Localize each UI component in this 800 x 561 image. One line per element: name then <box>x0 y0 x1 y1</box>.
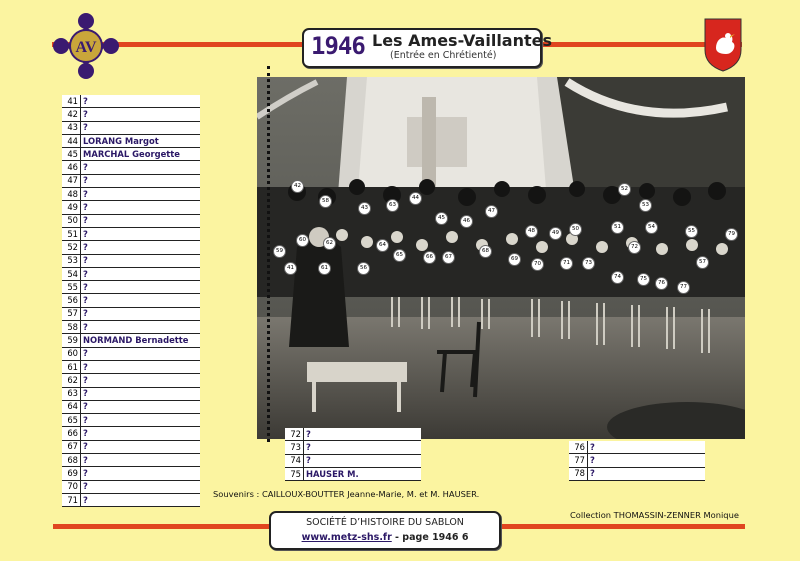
person-number: 45 <box>62 148 81 161</box>
page-number: - page 1946 6 <box>391 532 469 543</box>
person-marker: 52 <box>618 183 631 196</box>
table-row <box>62 387 200 400</box>
table-row <box>62 294 200 307</box>
page-subtitle: (Entrée en Chrétienté) <box>390 50 497 61</box>
person-number: 44 <box>62 134 81 147</box>
person-number: 51 <box>62 227 81 240</box>
table-row <box>62 188 200 201</box>
title-year: 1946 <box>311 32 365 60</box>
table-row <box>62 440 200 453</box>
person-name: MARCHAL Georgette <box>81 148 201 161</box>
person-marker: 72 <box>628 241 641 254</box>
table-row <box>62 95 200 108</box>
person-name: ? <box>81 95 201 108</box>
person-marker: 47 <box>485 205 498 218</box>
person-number: 54 <box>62 267 81 280</box>
bottom-bar-left <box>53 524 269 529</box>
person-number: 48 <box>62 188 81 201</box>
table-row <box>62 454 200 467</box>
person-marker: 62 <box>323 237 336 250</box>
person-name: ? <box>81 188 201 201</box>
person-name: ? <box>81 387 201 400</box>
person-number: 41 <box>62 95 81 108</box>
person-number: 46 <box>62 161 81 174</box>
table-row <box>62 214 200 227</box>
person-marker: 71 <box>560 257 573 270</box>
person-name: HAUSER M. <box>304 467 422 480</box>
person-marker: 54 <box>645 221 658 234</box>
person-name: ? <box>81 254 201 267</box>
person-name: ? <box>81 360 201 373</box>
table-row <box>62 254 200 267</box>
table-row <box>62 374 200 387</box>
person-name: ? <box>81 454 201 467</box>
person-marker: 43 <box>358 202 371 215</box>
person-number: 76 <box>569 441 588 454</box>
person-marker: 61 <box>318 262 331 275</box>
table-row <box>62 148 200 161</box>
table-row <box>62 400 200 413</box>
person-marker: 66 <box>423 251 436 264</box>
person-number: 74 <box>285 454 304 467</box>
person-name: ? <box>81 121 201 134</box>
person-marker: 60 <box>296 234 309 247</box>
person-number: 57 <box>62 307 81 320</box>
table-row <box>569 441 705 454</box>
person-name: ? <box>81 267 201 280</box>
person-number: 61 <box>62 360 81 373</box>
person-name: ? <box>81 241 201 254</box>
title-box <box>302 28 553 68</box>
names-table-middle <box>285 428 421 481</box>
person-name: ? <box>81 347 201 360</box>
person-marker: 48 <box>525 225 538 238</box>
table-row <box>62 480 200 493</box>
person-number: 67 <box>62 440 81 453</box>
person-number: 47 <box>62 174 81 187</box>
person-number: 50 <box>62 214 81 227</box>
person-marker: 79 <box>725 228 738 241</box>
photo-scene <box>257 77 745 439</box>
person-marker: 70 <box>531 258 544 271</box>
table-row <box>62 161 200 174</box>
person-name: ? <box>304 454 422 467</box>
footer-box <box>269 511 501 550</box>
person-number: 72 <box>285 428 304 441</box>
person-marker: 46 <box>460 215 473 228</box>
person-number: 75 <box>285 467 304 480</box>
person-marker: 57 <box>696 256 709 269</box>
person-marker: 77 <box>677 281 690 294</box>
souvenirs-credit: Souvenirs : CAILLOUX-BOUTTER Jeanne-Marie, M. et M. HAUSER. <box>213 489 480 499</box>
person-name: ? <box>304 428 422 441</box>
person-marker: 53 <box>639 199 652 212</box>
table-row <box>285 454 421 467</box>
person-marker: 49 <box>549 227 562 240</box>
bottom-bar-right <box>497 524 745 529</box>
table-row <box>62 281 200 294</box>
person-name: ? <box>81 440 201 453</box>
table-row <box>62 201 200 214</box>
person-number: 60 <box>62 347 81 360</box>
person-marker: 65 <box>393 249 406 262</box>
person-number: 77 <box>569 454 588 467</box>
person-name: ? <box>81 321 201 334</box>
person-marker: 58 <box>319 195 332 208</box>
table-row <box>62 334 200 347</box>
table-row <box>62 307 200 320</box>
person-name: ? <box>81 480 201 493</box>
person-marker: 76 <box>655 277 668 290</box>
person-name: ? <box>81 201 201 214</box>
table-row <box>62 427 200 440</box>
person-marker: 55 <box>685 225 698 238</box>
table-row <box>62 241 200 254</box>
person-marker: 56 <box>357 262 370 275</box>
person-name: ? <box>588 454 706 467</box>
person-number: 58 <box>62 321 81 334</box>
person-number: 43 <box>62 121 81 134</box>
person-name: ? <box>81 400 201 413</box>
ames-vaillantes-logo-icon <box>52 12 120 80</box>
person-name: ? <box>81 467 201 480</box>
table-row <box>569 467 705 480</box>
person-name: ? <box>304 441 422 454</box>
table-row <box>285 441 421 454</box>
person-marker: 63 <box>386 199 399 212</box>
person-name: ? <box>588 441 706 454</box>
table-row <box>62 134 200 147</box>
person-marker: 41 <box>284 262 297 275</box>
person-name: ? <box>81 174 201 187</box>
person-marker: 68 <box>479 245 492 258</box>
person-name: LORANG Margot <box>81 134 201 147</box>
table-row <box>62 347 200 360</box>
logo-text: AV <box>75 39 97 56</box>
table-row <box>62 267 200 280</box>
person-name: ? <box>81 414 201 427</box>
footer-link-line <box>271 532 499 543</box>
table-row <box>62 360 200 373</box>
person-number: 70 <box>62 480 81 493</box>
group-photo <box>257 77 745 439</box>
table-row <box>62 321 200 334</box>
person-marker: 67 <box>442 251 455 264</box>
person-number: 71 <box>62 493 81 506</box>
person-number: 78 <box>569 467 588 480</box>
person-name: ? <box>81 281 201 294</box>
table-row <box>569 454 705 467</box>
person-marker: 45 <box>435 212 448 225</box>
person-marker: 50 <box>569 223 582 236</box>
person-marker: 73 <box>582 257 595 270</box>
person-name: ? <box>81 294 201 307</box>
person-number: 55 <box>62 281 81 294</box>
table-row <box>62 227 200 240</box>
collection-credit: Collection THOMASSIN-ZENNER Monique <box>570 510 739 520</box>
person-number: 42 <box>62 108 81 121</box>
table-row <box>62 174 200 187</box>
person-name: NORMAND Bernadette <box>81 334 201 347</box>
person-number: 68 <box>62 454 81 467</box>
person-number: 49 <box>62 201 81 214</box>
person-number: 56 <box>62 294 81 307</box>
person-name: ? <box>81 227 201 240</box>
person-marker: 59 <box>273 245 286 258</box>
person-number: 69 <box>62 467 81 480</box>
person-number: 73 <box>285 441 304 454</box>
table-row <box>62 493 200 506</box>
person-marker: 42 <box>291 180 304 193</box>
table-row <box>285 467 421 480</box>
names-table-left <box>62 95 200 507</box>
person-marker: 44 <box>409 192 422 205</box>
person-name: ? <box>81 214 201 227</box>
person-number: 66 <box>62 427 81 440</box>
person-name: ? <box>81 161 201 174</box>
coat-of-arms-icon <box>704 18 742 72</box>
person-number: 53 <box>62 254 81 267</box>
table-row <box>285 428 421 441</box>
table-row <box>62 414 200 427</box>
person-name: ? <box>81 307 201 320</box>
person-marker: 64 <box>376 239 389 252</box>
person-name: ? <box>81 427 201 440</box>
person-name: ? <box>81 374 201 387</box>
website-link[interactable]: www.metz-shs.fr <box>301 532 392 543</box>
person-name: ? <box>81 108 201 121</box>
table-row <box>62 121 200 134</box>
person-name: ? <box>588 467 706 480</box>
person-name: ? <box>81 493 201 506</box>
dotted-divider <box>267 66 274 442</box>
person-marker: 75 <box>637 273 650 286</box>
person-marker: 74 <box>611 271 624 284</box>
person-number: 65 <box>62 414 81 427</box>
person-number: 64 <box>62 400 81 413</box>
table-row <box>62 467 200 480</box>
page-title: Les Ames-Vaillantes <box>372 31 553 50</box>
person-number: 62 <box>62 374 81 387</box>
person-number: 59 <box>62 334 81 347</box>
person-marker: 69 <box>508 253 521 266</box>
society-name: SOCIÉTÉ D’HISTOIRE DU SABLON <box>306 517 464 528</box>
names-table-right <box>569 441 705 481</box>
person-number: 63 <box>62 387 81 400</box>
table-row <box>62 108 200 121</box>
person-number: 52 <box>62 241 81 254</box>
person-marker: 51 <box>611 221 624 234</box>
